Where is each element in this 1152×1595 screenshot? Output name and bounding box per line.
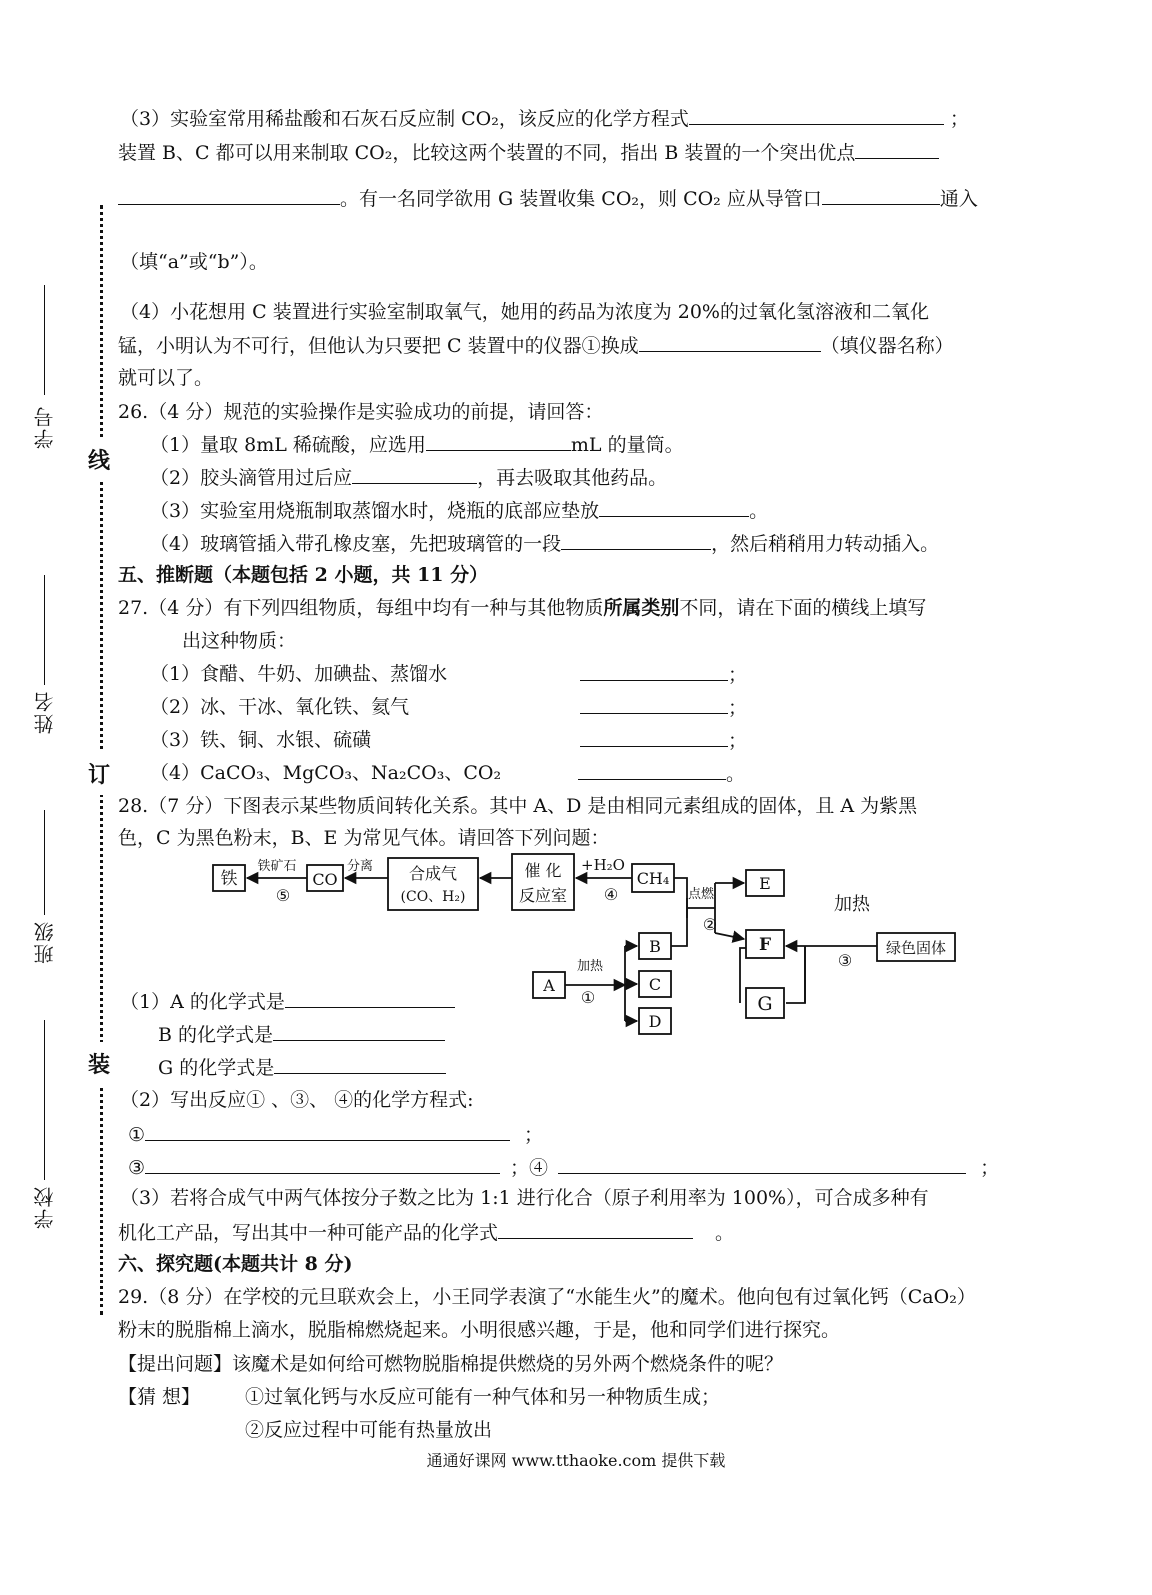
q28-line1: 28.（7 分）下图表示某些物质间转化关系。其中 A、D 是由相同元素组成的固体，且 A 为紫黑: [118, 795, 918, 817]
q28-line2: 色，C 为黑色粉末，B、E 为常见气体。请回答下列问题：: [118, 827, 610, 849]
q27-item2: （2）冰、干冰、氧化铁、氦气: [150, 696, 410, 718]
answer-blank[interactable]: [689, 104, 944, 125]
q25-part4-line1: （4）小花想用 C 装置进行实验室制取氧气，她用的药品为浓度为 20%的过氧化氢溶液和二氧化: [120, 301, 929, 323]
answer-blank[interactable]: [580, 693, 728, 714]
q25-part4-line3: 就可以了。: [118, 367, 214, 389]
section-6-heading: 六、探究题(本题共计 8 分): [118, 1253, 353, 1275]
label-d: D: [648, 1012, 662, 1031]
q28-equation-1: ① ；: [128, 1120, 543, 1149]
answer-blank[interactable]: [498, 1218, 693, 1239]
answer-blank[interactable]: [561, 529, 711, 550]
q28-part2-prompt: （2）写出反应① 、③、 ④的化学方程式:: [120, 1089, 474, 1111]
label-catalytic-2: 反应室: [518, 886, 568, 905]
answer-blank[interactable]: [118, 184, 340, 205]
answer-blank[interactable]: [145, 1120, 510, 1141]
footer-source: 通通好课网 www.tthaoke.com 提供下载: [426, 1451, 726, 1470]
label-heat-top: 加热: [834, 894, 870, 915]
label-f: F: [758, 935, 772, 955]
q27-item3: （3）铁、铜、水银、硫磺: [150, 729, 372, 751]
q27-item3-answer: ；: [580, 726, 747, 755]
answer-blank[interactable]: [274, 1053, 446, 1074]
label-iron: 铁: [220, 869, 238, 889]
answer-blank[interactable]: [285, 987, 455, 1008]
answer-blank[interactable]: [855, 138, 939, 159]
q27-item4-answer: 。: [578, 759, 745, 788]
answer-blank[interactable]: [580, 726, 728, 747]
fill-line-xingming: [44, 575, 45, 685]
label-g: G: [757, 993, 773, 1015]
label-green-solid: 绿色固体: [885, 939, 947, 957]
label-iron-ore: 铁矿石: [257, 859, 297, 874]
answer-blank[interactable]: [145, 1153, 500, 1174]
answer-blank[interactable]: [580, 660, 728, 681]
answer-blank[interactable]: [352, 463, 477, 484]
label-e: E: [759, 874, 771, 893]
label-syngas-2: (CO、H₂): [400, 889, 466, 905]
answer-blank[interactable]: [578, 759, 726, 780]
binding-mark-zhuang: 装: [88, 1042, 110, 1085]
label-plus-water: +H₂O: [581, 856, 625, 874]
q26-item3: （3）实验室用烧瓶制取蒸馏水时，烧瓶的底部应垫放 。: [150, 496, 768, 525]
answer-blank[interactable]: [273, 1020, 445, 1041]
reaction-1: ①: [580, 988, 596, 1007]
q29-hypothesis-tag: 【猜 想】: [118, 1386, 201, 1408]
q25-part3-line1: （3）实验室常用稀盐酸和石灰石反应制 CO₂，该反应的化学方程式 ；: [120, 104, 969, 133]
label-school: 学校: [33, 1185, 57, 1229]
label-name: 姓名: [33, 690, 57, 734]
binding-mark-xian: 线: [88, 438, 110, 481]
q28-part1-a: （1）A 的化学式是: [120, 987, 455, 1016]
answer-blank[interactable]: [426, 430, 571, 451]
q26-item1: （1）量取 8mL 稀硫酸，应选用 mL 的量筒。: [150, 430, 684, 459]
q25-part3-line4: （填“a”或“b”）。: [120, 251, 268, 273]
reaction-2: ②: [702, 915, 718, 934]
q28-part3-line2: 机化工产品，写出其中一种可能产品的化学式 。: [118, 1218, 734, 1247]
q26-item2: （2）胶头滴管用过后应 ，再去吸取其他药品。: [150, 463, 667, 492]
q27-item4: （4）CaCO₃、MgCO₃、Na₂CO₃、CO₂: [150, 762, 502, 784]
answer-blank[interactable]: [639, 331, 821, 352]
answer-blank[interactable]: [558, 1153, 966, 1174]
q28-part3-line1: （3）若将合成气中两气体按分子数之比为 1:1 进行化合（原子利用率为 100%），可合成多种有: [120, 1187, 929, 1209]
label-heat-a: 加热: [576, 959, 604, 974]
q25-part3-line3: 。有一名同学欲用 G 装置收集 CO₂，则 CO₂ 应从导管口 通入: [118, 184, 978, 213]
q29-hypothesis-1: ①过氧化钙与水反应可能有一种气体和另一种物质生成；: [245, 1386, 721, 1408]
reaction-4: ④: [603, 885, 619, 904]
label-catalytic-1: 催 化: [524, 861, 562, 880]
label-co: CO: [312, 870, 338, 889]
binding-mark-ding: 订: [88, 752, 110, 795]
answer-blank[interactable]: [822, 184, 940, 205]
q27-item1: （1）食醋、牛奶、加碘盐、蒸馏水: [150, 663, 448, 685]
label-a: A: [543, 976, 555, 995]
q28-part1-b: B 的化学式是: [158, 1020, 445, 1049]
q27-line2: 出这种物质：: [182, 630, 297, 652]
q26-item4: （4）玻璃管插入带孔橡皮塞，先把玻璃管的一段 ，然后稍稍用力转动插入。: [150, 529, 939, 558]
reaction-5: ⑤: [275, 886, 291, 905]
fill-line-xuehao: [44, 285, 45, 395]
q29-question: 【提出问题】该魔术是如何给可燃物脱脂棉提供燃烧的另外两个燃烧条件的呢？: [118, 1353, 784, 1375]
q26-title: 26.（4 分）规范的实验操作是实验成功的前提，请回答：: [118, 401, 604, 423]
answer-blank[interactable]: [599, 496, 749, 517]
label-class: 班级: [33, 920, 57, 964]
reaction-3: ③: [837, 951, 853, 970]
q27-item1-answer: ；: [580, 660, 747, 689]
label-ignite: 点燃: [687, 887, 715, 902]
label-b: B: [649, 937, 661, 956]
q27-item2-answer: ；: [580, 693, 747, 722]
section-5-heading: 五、推断题（本题包括 2 小题，共 11 分）: [118, 564, 489, 586]
q29-line2: 粉末的脱脂棉上滴水，脱脂棉燃烧起来。小明很感兴趣，于是，他和同学们进行探究。: [118, 1319, 841, 1341]
fill-line-banji: [44, 810, 45, 915]
label-separation: 分离: [346, 859, 374, 874]
label-student-number: 学号: [33, 405, 57, 449]
q25-part4-line2: 锰，小明认为不可行，但他认为只要把 C 装置中的仪器①换成 （填仪器名称）: [118, 331, 954, 360]
label-syngas-1: 合成气: [408, 864, 458, 883]
q29-hypothesis-2: ②反应过程中可能有热量放出: [245, 1419, 493, 1441]
label-c: C: [648, 975, 662, 994]
q28-part1-g: G 的化学式是: [158, 1053, 446, 1082]
fill-line-xuexiao: [44, 1020, 45, 1180]
label-ch4: CH₄: [636, 869, 670, 888]
q28-equation-3-4: ③ ；④ ；: [128, 1153, 999, 1182]
conversion-diagram: [195, 848, 975, 1048]
q29-line1: 29.（8 分）在学校的元旦联欢会上，小王同学表演了“水能生火”的魔术。他向包有过氧化钙（CaO₂）: [118, 1286, 976, 1308]
q25-part3-line2: 装置 B、C 都可以用来制取 CO₂，比较这两个装置的不同，指出 B 装置的一个突出优点: [118, 138, 939, 167]
q27-line1: 27.（4 分）有下列四组物质，每组中均有一种与其他物质所属类别不同，请在下面的横线上填写: [118, 597, 927, 619]
